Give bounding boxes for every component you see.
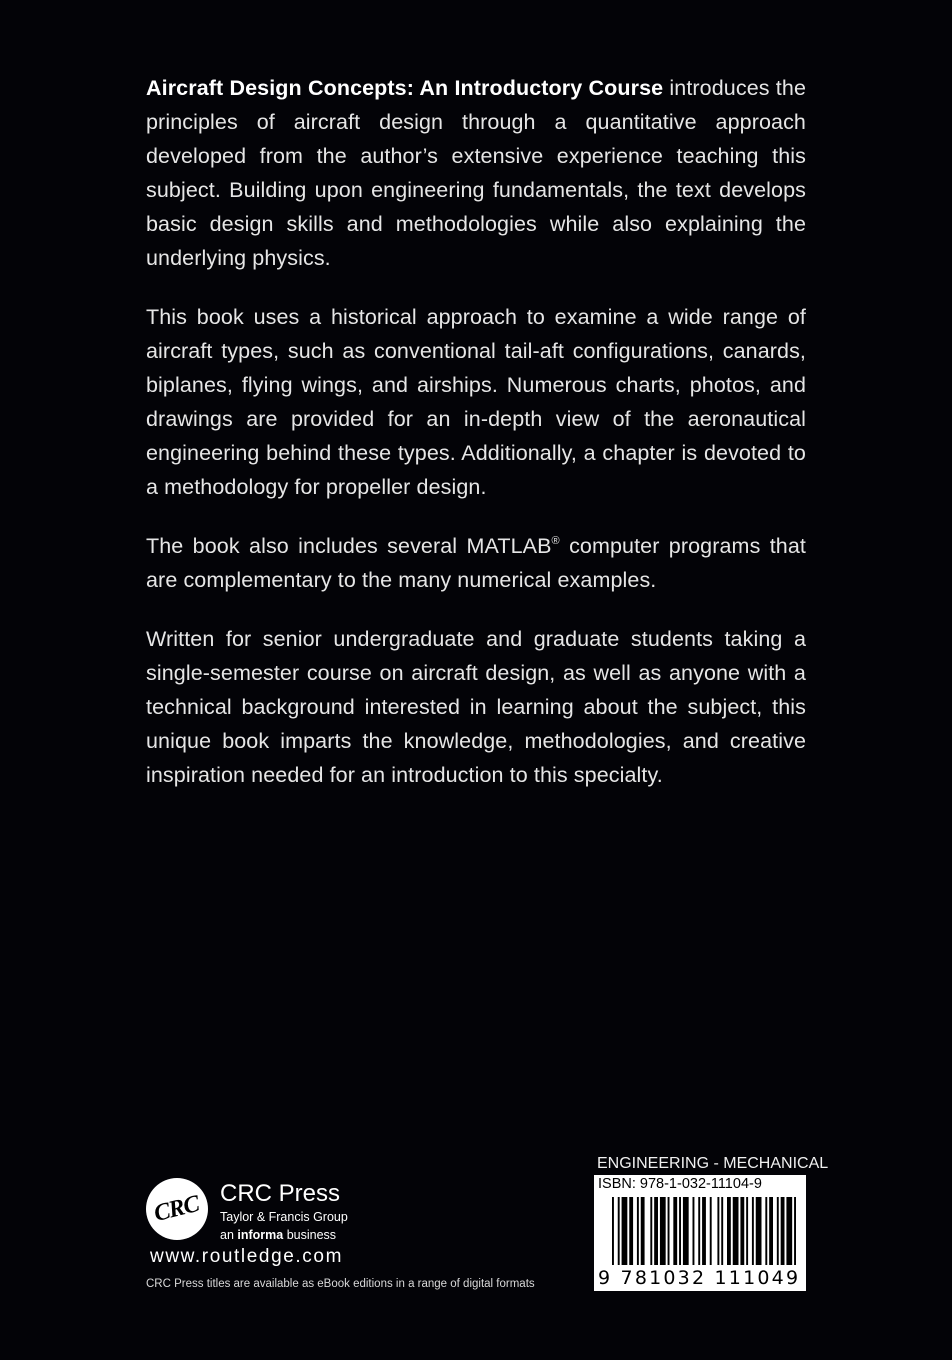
barcode-bar xyxy=(740,1197,744,1265)
barcode-bar xyxy=(637,1197,639,1265)
barcode-bar xyxy=(618,1197,620,1265)
barcode-bar xyxy=(612,1197,614,1265)
barcode-bar xyxy=(668,1197,670,1265)
book-title: Aircraft Design Concepts: An Introductory Course xyxy=(146,76,664,100)
informa-prefix: an xyxy=(220,1228,238,1242)
isbn-barcode xyxy=(594,1175,806,1291)
barcode-bar xyxy=(794,1197,796,1265)
informa-word: informa xyxy=(237,1228,284,1242)
subject-category: ENGINEERING - MECHANICAL xyxy=(597,1155,829,1172)
barcode-bars xyxy=(612,1197,796,1265)
barcode-bar xyxy=(786,1197,792,1265)
barcode-bar xyxy=(679,1197,681,1265)
barcode-bar xyxy=(660,1197,666,1265)
isbn-number: ISBN: 978-1-032-11104-9 xyxy=(598,1176,762,1192)
barcode-digits: 9 781032 111049 xyxy=(598,1267,801,1289)
blurb-paragraph-4: Written for senior undergraduate and graduate students taking a single-semester course on aircraft design, as well as anyone with a technical background interested in learning about the subject, this unique book imparts the knowledge, methodologies, and creative inspiration needed for an introduction to this specialty. xyxy=(146,627,806,787)
barcode-bar xyxy=(717,1197,719,1265)
barcode-bar xyxy=(673,1197,677,1265)
barcode-bar xyxy=(769,1197,773,1265)
barcode-bar xyxy=(721,1197,723,1265)
back-cover-blurb xyxy=(146,71,806,817)
barcode-bar xyxy=(752,1197,754,1265)
ebook-note: CRC Press titles are available as eBook editions in a range of digital formats xyxy=(146,1278,535,1290)
barcode-bar xyxy=(733,1197,739,1265)
barcode-bar xyxy=(683,1197,689,1265)
informa-line xyxy=(220,1228,336,1242)
barcode-bar xyxy=(746,1197,748,1265)
registered-mark: ® xyxy=(551,535,560,547)
barcode-bar xyxy=(650,1197,652,1265)
blurb-paragraph-3 xyxy=(146,529,806,597)
blurb-paragraph-1-text: introduces the principles of aircraft design through a quantitative approach developed from the author’s extensive experience teaching this subject. Building upon engineering fundamentals, the text develops basic design skills and methodologies while also explaining the underlying physics. xyxy=(146,76,806,270)
barcode-bar xyxy=(781,1197,785,1265)
barcode-bar xyxy=(654,1197,658,1265)
barcode-bar xyxy=(702,1197,706,1265)
informa-suffix: business xyxy=(283,1228,337,1242)
barcode-bar xyxy=(777,1197,779,1265)
publisher-group: Taylor & Francis Group xyxy=(220,1210,348,1224)
publisher-url[interactable]: www.routledge.com xyxy=(150,1246,343,1267)
barcode-bar xyxy=(710,1197,712,1265)
barcode-bar xyxy=(727,1197,731,1265)
barcode-bar xyxy=(698,1197,700,1265)
blurb-paragraph-3-start: The book also includes several MATLAB xyxy=(146,534,552,558)
barcode-bar xyxy=(765,1197,767,1265)
barcode-bar xyxy=(756,1197,762,1265)
barcode-bar xyxy=(622,1197,628,1265)
crc-logo-text: CRC xyxy=(151,1190,202,1227)
blurb-paragraph-2: This book uses a historical approach to examine a wide range of aircraft types, such as conventional tail-aft configurations, canards, biplanes, flying wings, and airships. Numerous charts, photos, and drawings are provided for an in-depth view of the aeronautical engineering behind these types. Additionally, a chapter is devoted to a methodology for propeller design. xyxy=(146,305,806,499)
barcode-bar xyxy=(641,1197,645,1265)
barcode-bar xyxy=(629,1197,633,1265)
blurb-paragraph-1 xyxy=(146,71,806,275)
publisher-name: CRC Press xyxy=(220,1180,341,1207)
barcode-bar xyxy=(693,1197,695,1265)
blurb-paragraph-3-end: computer programs that are complementary to the many numerical examples. xyxy=(146,534,806,592)
crc-logo xyxy=(146,1178,208,1240)
